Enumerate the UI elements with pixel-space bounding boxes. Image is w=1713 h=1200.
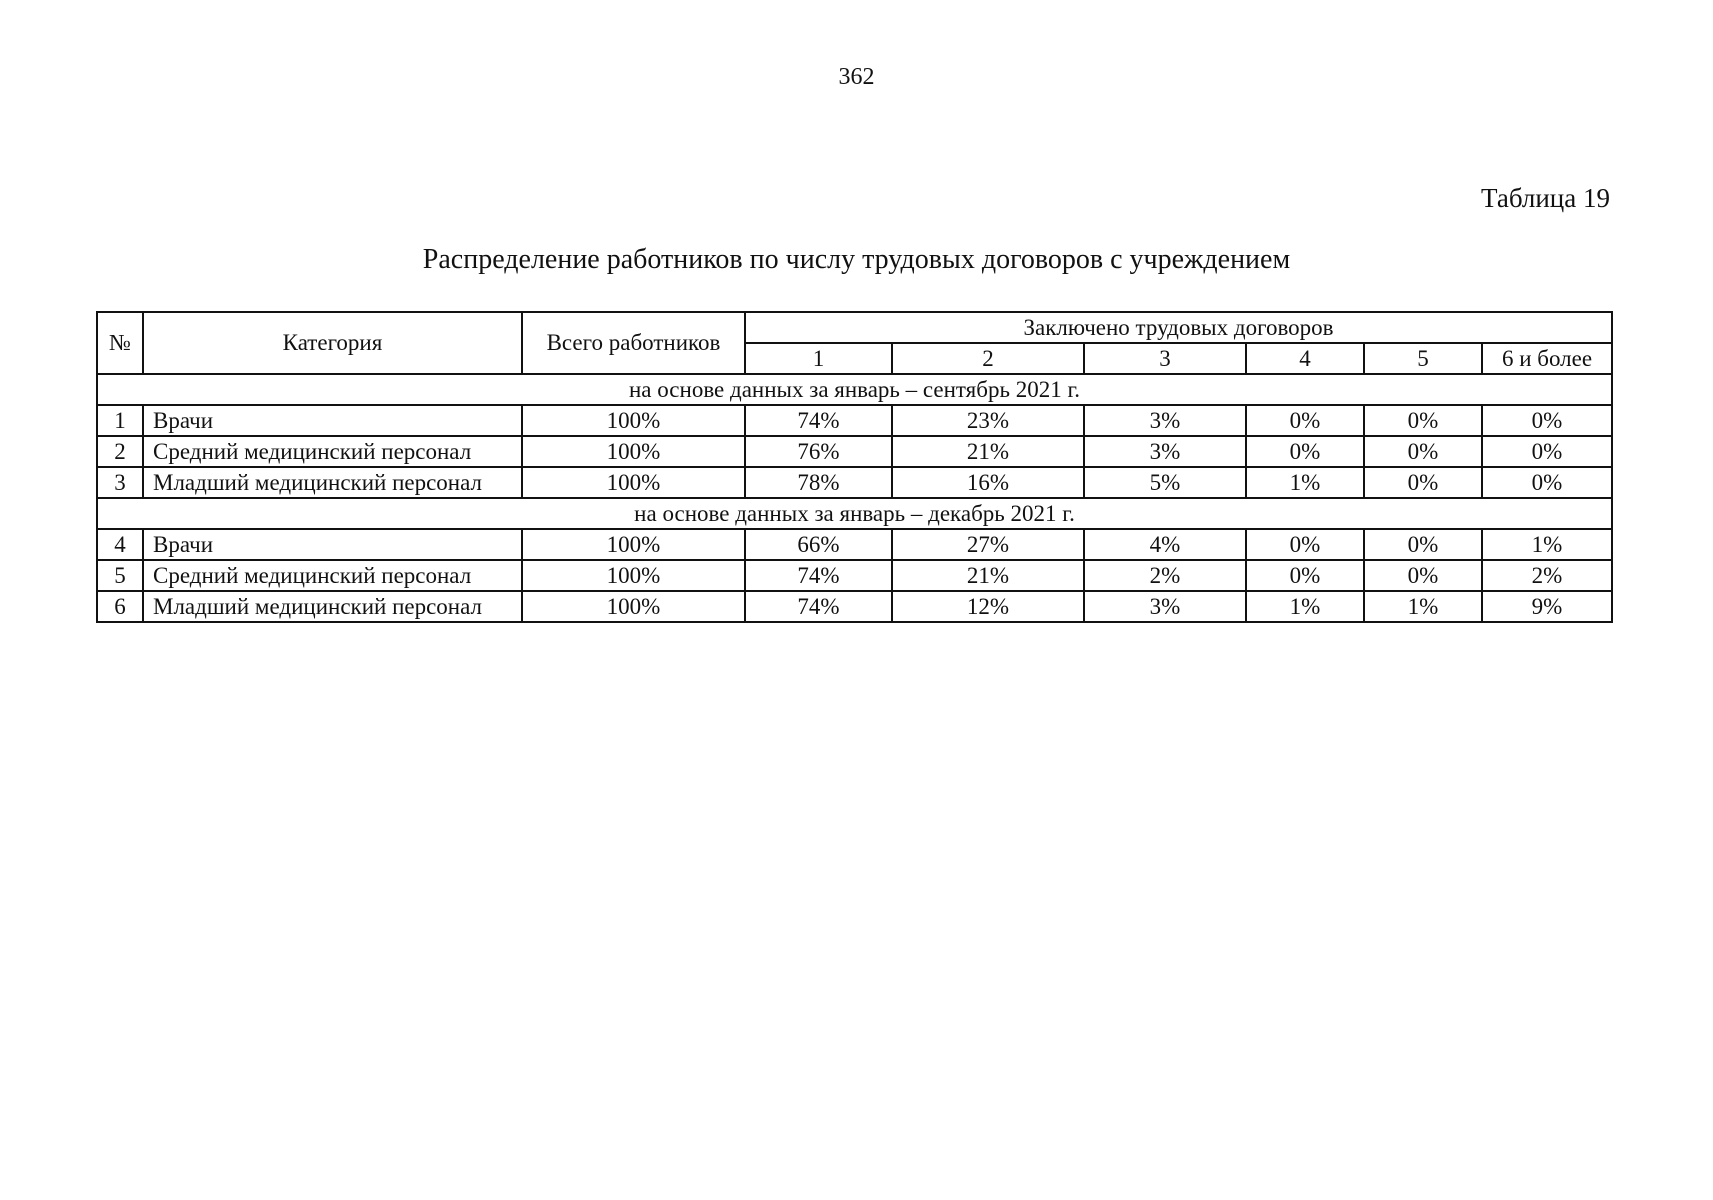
table-row — [97, 436, 1612, 467]
row-num: 4 — [97, 529, 143, 560]
table-row — [97, 529, 1612, 560]
row-value: 0% — [1482, 436, 1612, 467]
row-value: 74% — [745, 591, 892, 622]
header-contracts-3: 3 — [1084, 343, 1246, 374]
row-value: 27% — [892, 529, 1084, 560]
row-value: 74% — [745, 560, 892, 591]
row-value: 0% — [1482, 467, 1612, 498]
row-value: 66% — [745, 529, 892, 560]
table-body — [97, 312, 1612, 622]
contracts-table — [96, 311, 1613, 623]
row-value: 0% — [1364, 436, 1482, 467]
row-value: 0% — [1364, 467, 1482, 498]
header-category: Категория — [143, 312, 522, 374]
header-contracts-2: 2 — [892, 343, 1084, 374]
row-category: Средний медицинский персонал — [143, 560, 522, 591]
row-value: 21% — [892, 560, 1084, 591]
group-label: на основе данных за январь – декабрь 2021 г. — [97, 498, 1612, 529]
row-num: 2 — [97, 436, 143, 467]
row-value: 0% — [1364, 405, 1482, 436]
row-value: 74% — [745, 405, 892, 436]
header-total: Всего работников — [522, 312, 745, 374]
row-value: 0% — [1482, 405, 1612, 436]
row-num: 5 — [97, 560, 143, 591]
row-value: 23% — [892, 405, 1084, 436]
row-value: 12% — [892, 591, 1084, 622]
header-contracts-6: 6 и более — [1482, 343, 1612, 374]
row-total: 100% — [522, 405, 745, 436]
row-category: Младший медицинский персонал — [143, 591, 522, 622]
row-total: 100% — [522, 560, 745, 591]
row-value: 16% — [892, 467, 1084, 498]
row-value: 0% — [1246, 436, 1364, 467]
row-value: 3% — [1084, 405, 1246, 436]
table-row — [97, 591, 1612, 622]
row-value: 9% — [1482, 591, 1612, 622]
row-value: 76% — [745, 436, 892, 467]
row-value: 0% — [1246, 529, 1364, 560]
row-value: 3% — [1084, 436, 1246, 467]
header-row-1 — [97, 312, 1612, 343]
row-value: 0% — [1364, 560, 1482, 591]
table-label: Таблица 19 — [1481, 183, 1610, 213]
page-number: 362 — [838, 64, 875, 90]
group-row — [97, 498, 1612, 529]
row-category: Младший медицинский персонал — [143, 467, 522, 498]
row-total: 100% — [522, 591, 745, 622]
table-row — [97, 467, 1612, 498]
row-total: 100% — [522, 436, 745, 467]
group-label: на основе данных за январь – сентябрь 2021 г. — [97, 374, 1612, 405]
row-value: 1% — [1482, 529, 1612, 560]
row-value: 2% — [1482, 560, 1612, 591]
row-value: 3% — [1084, 591, 1246, 622]
row-value: 21% — [892, 436, 1084, 467]
row-value: 2% — [1084, 560, 1246, 591]
table-row — [97, 405, 1612, 436]
row-value: 78% — [745, 467, 892, 498]
header-num: № — [97, 312, 143, 374]
row-value: 1% — [1364, 591, 1482, 622]
document-title: Распределение работников по числу трудовых договоров с учреждением — [422, 244, 1291, 275]
header-contracts-5: 5 — [1364, 343, 1482, 374]
row-category: Средний медицинский персонал — [143, 436, 522, 467]
row-value: 0% — [1364, 529, 1482, 560]
row-value: 0% — [1246, 405, 1364, 436]
group-row — [97, 374, 1612, 405]
row-num: 1 — [97, 405, 143, 436]
row-value: 4% — [1084, 529, 1246, 560]
header-contracts-1: 1 — [745, 343, 892, 374]
row-value: 0% — [1246, 560, 1364, 591]
row-category: Врачи — [143, 405, 522, 436]
row-num: 3 — [97, 467, 143, 498]
row-category: Врачи — [143, 529, 522, 560]
header-contracts-4: 4 — [1246, 343, 1364, 374]
row-total: 100% — [522, 467, 745, 498]
row-total: 100% — [522, 529, 745, 560]
row-value: 1% — [1246, 467, 1364, 498]
header-contracts-group: Заключено трудовых договоров — [745, 312, 1612, 343]
row-value: 5% — [1084, 467, 1246, 498]
table-row — [97, 560, 1612, 591]
row-value: 1% — [1246, 591, 1364, 622]
row-num: 6 — [97, 591, 143, 622]
